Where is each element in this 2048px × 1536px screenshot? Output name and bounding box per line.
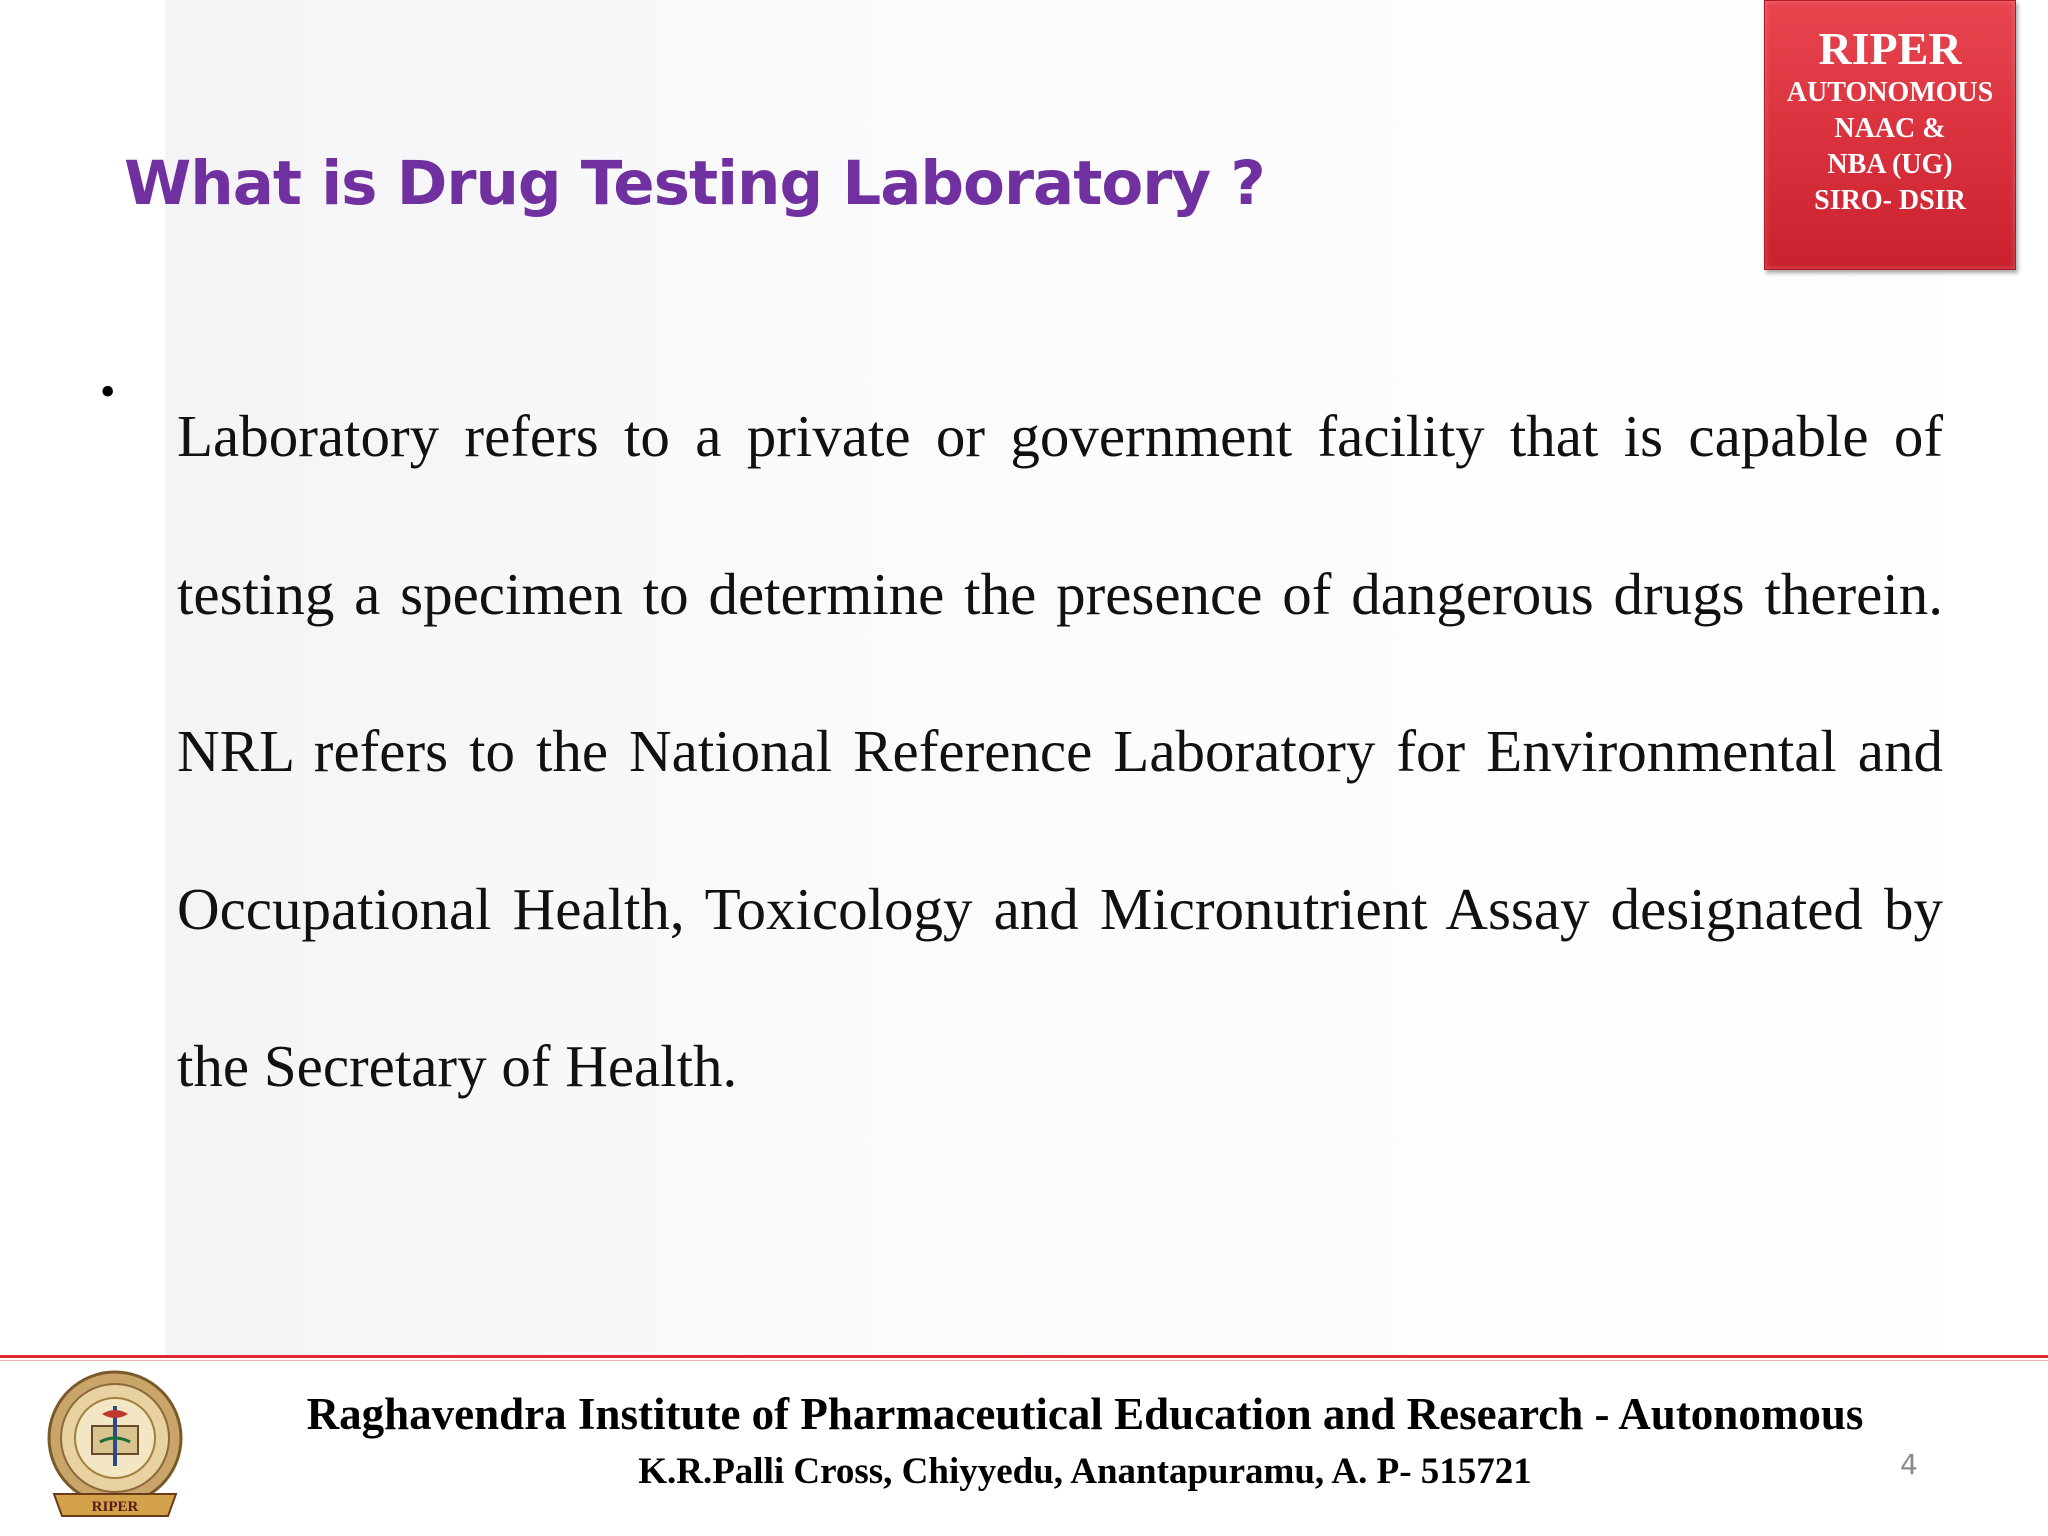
footer-divider	[0, 1355, 2048, 1358]
logo-banner-text: RIPER	[91, 1499, 139, 1515]
institute-logo-icon	[40, 1366, 190, 1526]
page-number: 4	[1900, 1448, 1918, 1481]
badge-title: RIPER	[1818, 23, 1962, 74]
bullet-icon: •	[100, 367, 116, 416]
slide-title: What is Drug Testing Laboratory ?	[124, 148, 1265, 219]
institute-address: K.R.Palli Cross, Chiyyedu, Anantapuramu, A. P- 515721	[638, 1451, 1532, 1492]
badge-line-nba: NBA (UG)	[1827, 149, 1953, 180]
badge-line-autonomous: AUTONOMOUS	[1786, 77, 1994, 108]
badge-line-naac: NAAC &	[1834, 113, 1946, 144]
bullet-text: Laboratory refers to a private or government facility that is capable of testing a specimen to determine the presence of dangerous drugs therein. NRL refers to the National Reference Laboratory for Environmental and Occupational Health, Toxicology and Micronutrient Assay designated by the Secretary of Health.	[177, 403, 1943, 1099]
riper-badge	[1764, 0, 2016, 270]
badge-line-siro: SIRO- DSIR	[1814, 185, 1966, 216]
footer-divider-shadow	[0, 1360, 2048, 1361]
institute-name: Raghavendra Institute of Pharmaceutical Education and Research - Autonomous	[306, 1389, 1864, 1439]
